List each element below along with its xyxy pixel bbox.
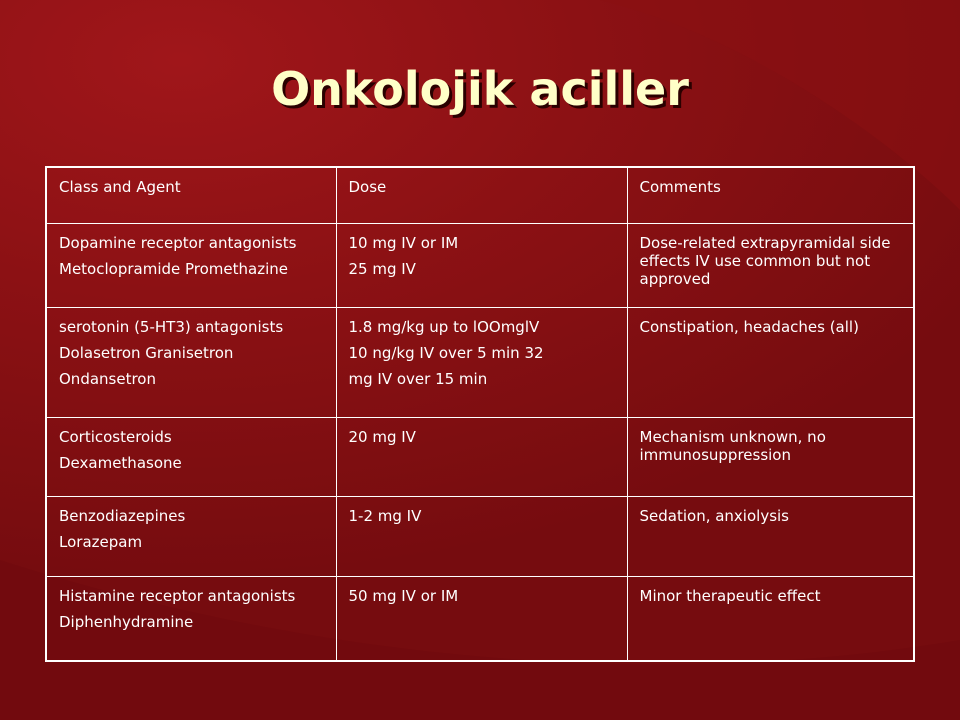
dose-cell: 20 mg IV (336, 417, 627, 496)
comments-cell: Dose-related extrapyramidal side effects IV use common but not approved (627, 223, 914, 307)
slide-title: Onkolojik aciller (271, 62, 689, 116)
comments-cell: Constipation, headaches (all) (627, 307, 914, 417)
table-row (46, 223, 914, 307)
header-dose: Dose (336, 167, 627, 223)
agent-cell: Histamine receptor antagonists Diphenhydramine (46, 576, 336, 661)
agent-cell: Dopamine receptor antagonists Metoclopramide Promethazine (46, 223, 336, 307)
table-header-row (46, 167, 914, 223)
comments-cell: Minor therapeutic effect (627, 576, 914, 661)
dose-cell: 10 mg IV or IM 25 mg IV (336, 223, 627, 307)
agent-cell: Corticosteroids Dexamethasone (46, 417, 336, 496)
agent-cell: Benzodiazepines Lorazepam (46, 496, 336, 576)
agent-cell: serotonin (5-HT3) antagonists Dolasetron Granisetron Ondansetron (46, 307, 336, 417)
table-row (46, 307, 914, 417)
antiemetic-drug-table (45, 166, 915, 662)
table-row (46, 576, 914, 661)
table-row (46, 417, 914, 496)
comments-cell: Sedation, anxiolysis (627, 496, 914, 576)
table-row (46, 496, 914, 576)
header-class-and-agent: Class and Agent (46, 167, 336, 223)
dose-cell: 50 mg IV or IM (336, 576, 627, 661)
drug-table-container (45, 166, 913, 660)
comments-cell: Mechanism unknown, no immunosuppression (627, 417, 914, 496)
header-comments: Comments (627, 167, 914, 223)
dose-cell: 1.8 mg/kg up to lOOmglV 10 ng/kg IV over 5 min 32 mg IV over 15 min (336, 307, 627, 417)
dose-cell: 1-2 mg IV (336, 496, 627, 576)
